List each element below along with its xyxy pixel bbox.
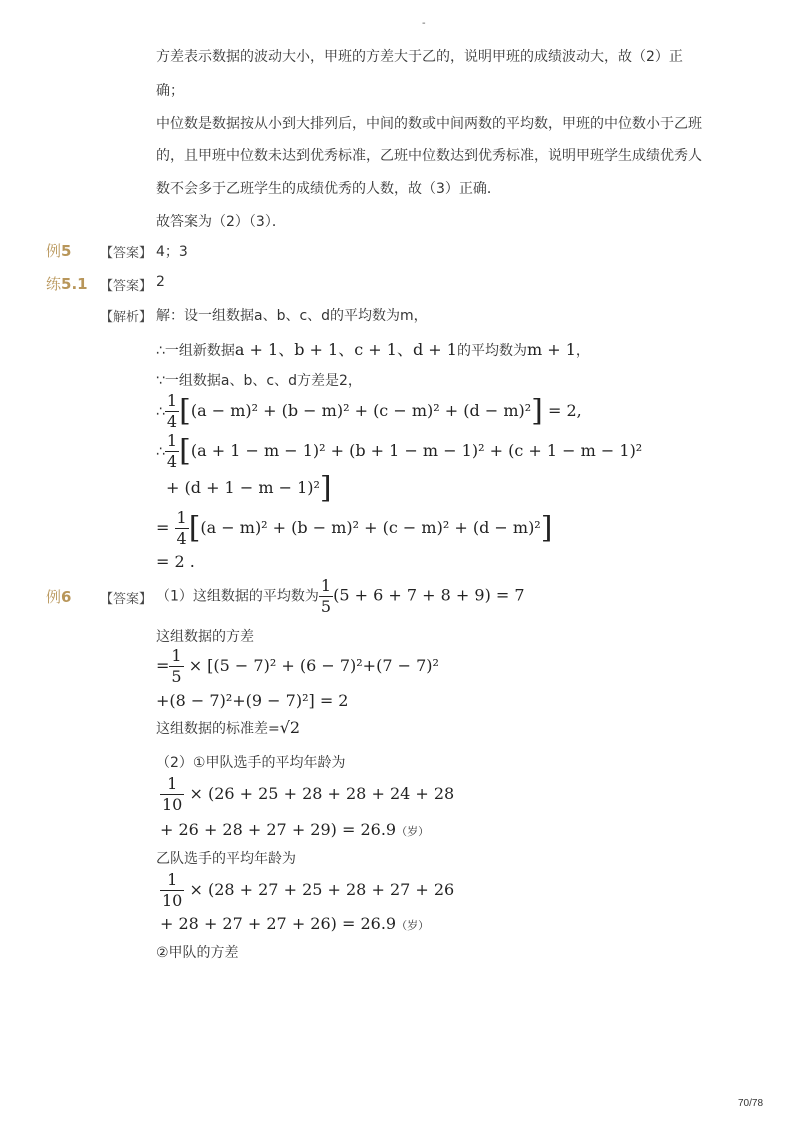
answer-value: 2 (156, 274, 165, 290)
equation-line: ∴ $\frac{1}{4}$ [(a − m)² + (b − m)² + (c − m)² + (d − m)²] = 2, (156, 391, 582, 431)
solution-line: 这组数据的标准差=√2 (156, 718, 301, 737)
solution-line: （2）①甲队选手的平均年龄为 (156, 755, 346, 771)
text-line: 故答案为（2）（3）． (156, 214, 286, 230)
solution-line: ∵一组数据a、b、c、d方差是2， (156, 373, 362, 389)
equation-line: + 28 + 27 + 27 + 26) = 26.9（岁） (160, 914, 430, 933)
example-label-5: 例5 (46, 242, 72, 260)
equation-line: + (d + 1 − m − 1)²] (166, 470, 332, 506)
solution-line: 解：设一组数据a、b、c、d的平均数为m， (156, 308, 428, 324)
equation-line: $\frac{1}{10}$ × (26 + 25 + 28 + 28 + 24 + 28 (162, 774, 455, 814)
solution-line: ②甲队的方差 (156, 945, 239, 961)
solution-line: ∴一组新数据a + 1、b + 1、c + 1、d + 1的平均数为m + 1， (156, 340, 590, 359)
example-label-6: 例6 (46, 588, 72, 606)
text-line: 的，且甲班中位数未达到优秀标准，乙班中位数达到优秀标准，说明甲班学生成绩优秀人 (156, 148, 702, 164)
text-line: 确； (156, 83, 184, 99)
analysis-tag: 【解析】 (100, 310, 153, 325)
text-line: 方差表示数据的波动大小，甲班的方差大于乙的，说明甲班的成绩波动大，故（2）正 (156, 49, 683, 65)
answer-tag: 【答案】 (100, 246, 153, 261)
equation-line: = $\frac{1}{5}$ × [(5 − 7)² + (6 − 7)²+(7 − 7)² (156, 646, 439, 686)
answer-tag: 【答案】 (100, 592, 153, 607)
answer-tag: 【答案】 (100, 279, 153, 294)
answer-value: 4；3 (156, 244, 188, 260)
top-mark: - (422, 18, 426, 29)
equation-line: = 2 . (156, 552, 195, 571)
page-number: 70/78 (738, 1098, 764, 1109)
solution-line: 这组数据的方差 (156, 629, 254, 645)
solution-line: （1）这组数据的平均数为 $\frac{1}{5}$ (5 + 6 + 7 + 8 + 9) = 7 (156, 576, 525, 616)
practice-label-5-1: 练5.1 (46, 275, 88, 293)
equation-line: +(8 − 7)²+(9 − 7)²] = 2 (156, 691, 349, 710)
equation-line: ∴ $\frac{1}{4}$ [(a + 1 − m − 1)² + (b + 1 − m − 1)² + (c + 1 − m − 1)² (156, 431, 643, 471)
text-line: 中位数是数据按从小到大排列后，中间的数或中间两数的平均数，甲班的中位数小于乙班 (156, 116, 702, 132)
text-line: 数不会多于乙班学生的成绩优秀的人数，故（3）正确． (156, 181, 501, 197)
equation-line: $\frac{1}{10}$ × (28 + 27 + 25 + 28 + 27 + 26 (162, 870, 455, 910)
equation-line: + 26 + 28 + 27 + 29) = 26.9（岁） (160, 820, 430, 839)
solution-line: 乙队选手的平均年龄为 (156, 851, 296, 867)
equation-line: = $\frac{1}{4}$ [(a − m)² + (b − m)² + (c − m)² + (d − m)²] (156, 508, 553, 548)
